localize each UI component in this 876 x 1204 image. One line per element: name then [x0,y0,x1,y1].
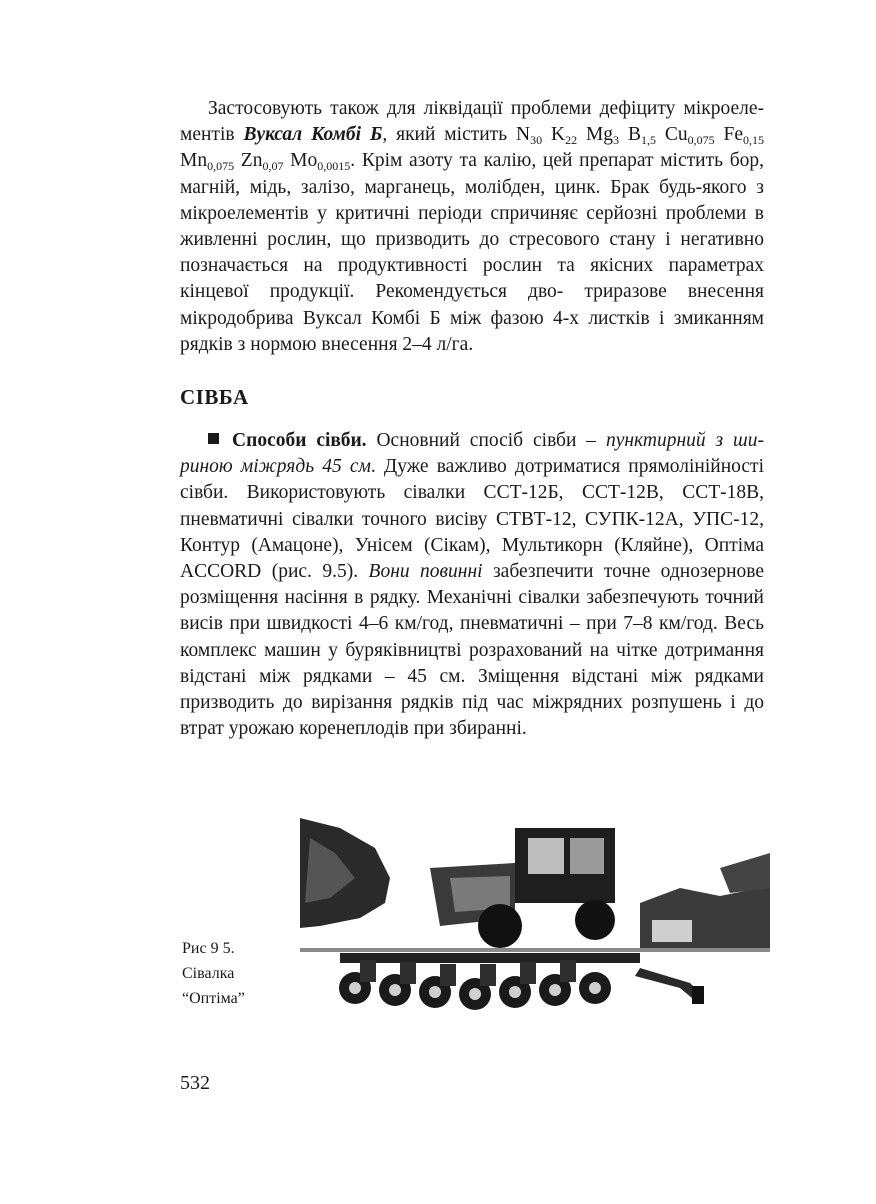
caption-line: “Оптіма” [182,990,245,1007]
formula-subscript: 1,5 [640,133,656,148]
paragraph-sowing-methods [180,428,764,742]
formula-element: $Mo_{0,0015}$ [290,150,351,174]
formula-subscript: 0,0015 [317,159,351,174]
figure-caption [182,936,245,1011]
formula-element: $Zn_{0,07}$ [240,150,284,174]
formula-element: $Mg_3$ [585,124,620,148]
formula-element: $B_{1,5}$ [627,124,656,148]
formula-element: $N_{30}$ [515,124,543,148]
text-run: . Крім азоту та калію, цей препарат містить бор, магній, мідь, залізо, марганець, молібден, цинк. Брак будь-якого з мікроелементів у критичні періоди спричиняє серйозні проблеми в живленні рослин, що призводить до стресового стану і негативно позначається на продуктивності рослин та якісних параметрах кінцевої продукції. Рекомендується дво- триразове внесення мікродобрива Вуксал Комбі Б між фазою 4-х листків і змиканням рядків з нормою внесення 2–4 л/га. [180,150,764,355]
formula-element: $Cu_{0,075}$ [664,124,715,148]
emphasis-text: Вони повинні [368,561,483,583]
paragraph-lead: Способи сівби. [232,430,367,451]
caption-line: Сівалка [182,965,235,982]
formula-element: $Fe_{0,15}$ [723,124,764,148]
formula-element: $Mn_{0,075}$ [180,150,235,174]
text-run: Основний спосіб сівби – [366,430,606,451]
text-run: , який містить [382,124,516,146]
formula-element: $K_{22}$ [550,124,578,148]
text-run: Застосовують також для ліквідації проблеми дефіциту мікроелементів [180,98,764,146]
formula-subscript: 0,075 [687,133,715,148]
bullet-square-icon [208,433,219,444]
page-number: 532 [180,1072,210,1094]
formula-subscript: 30 [530,133,543,148]
formula-subscript: 22 [565,133,578,148]
paragraph-microfertilizer [180,96,764,358]
text-run: . Дуже важливо дотриматися прямолінійності сівби. Використовують сівалки ССТ-12Б, ССТ-12В, ССТ-18В, пневматичні сівалки точного висіву СТВТ-12, СУПК-12А, УПС-12, Контур (Амацоне), Унісем (Сікам), Мультикорн (Кляйне), Оптіма ACCORD (рис. 9.5). [180,456,764,583]
formula-subscript: 0,15 [743,133,764,148]
seeder-photo [300,808,770,1030]
formula-subscript: 3 [613,133,620,148]
text-run: забезпечити точне однозернове розміщення насіння в рядку. Механічні сівалки забезпечують точний висів при швидкості 4–6 км/год, пневматичні – при 7–8 км/год. Весь комплекс машин у буряківництві розрахований на чітке дотримання відстані між рядками – 45 см. Зміщення відстані між рядками призводить до вирізання рядків під час міжрядних розпушень і до втрат урожаю коренеплодів при збиранні. [180,561,764,740]
product-name: Вуксал Комбі Б [243,124,383,146]
section-heading: СІВБА [180,385,249,409]
caption-line: Рис 9 5. [182,940,235,957]
formula-subscript: 0,075 [207,159,235,174]
emphasis-text: пунктирний з шириною міжрядь 45 см [180,430,765,478]
formula-subscript: 0,07 [262,159,284,174]
